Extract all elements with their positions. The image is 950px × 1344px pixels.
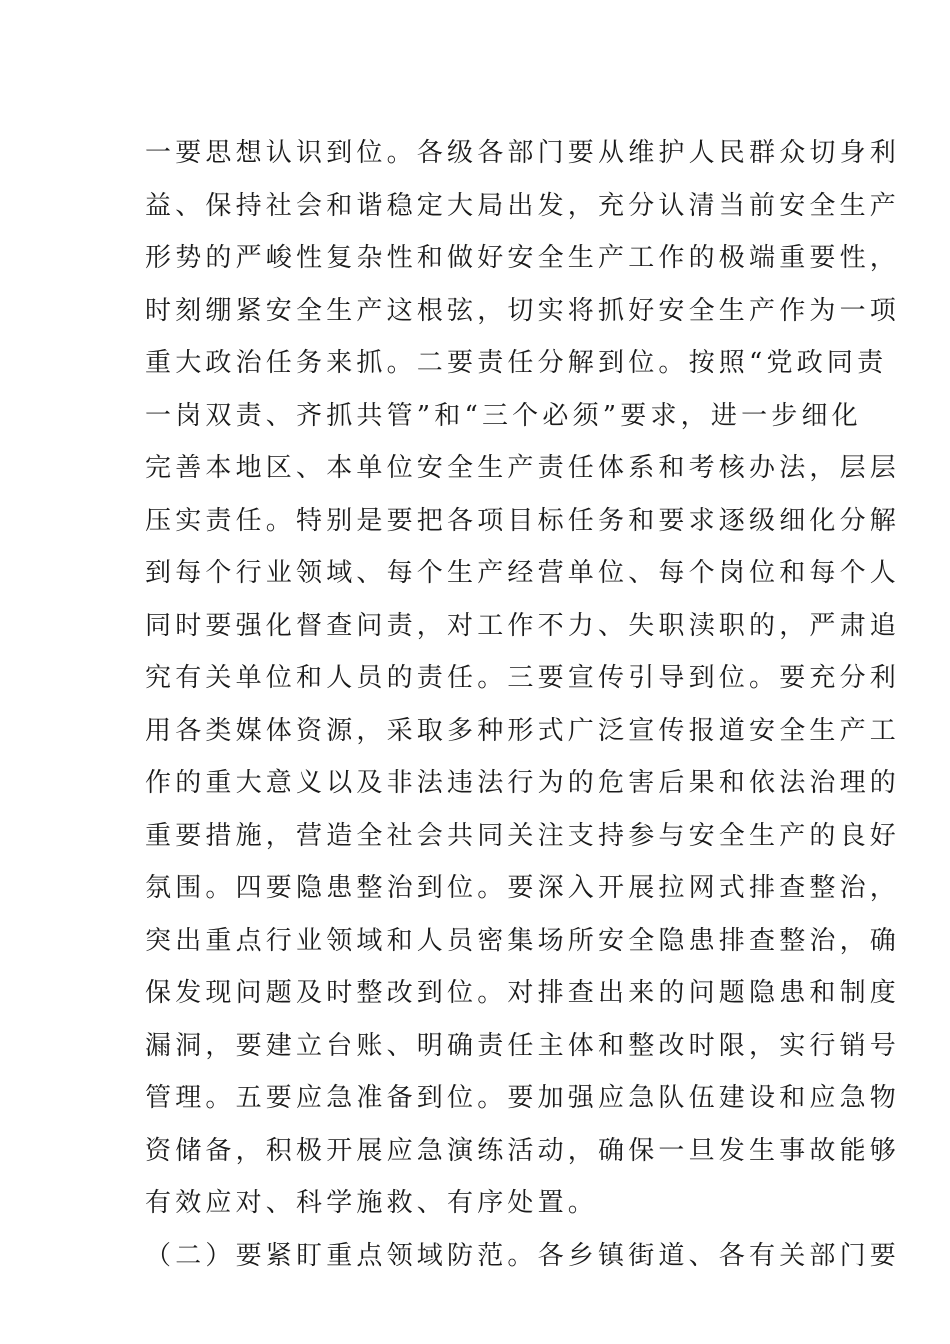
text-line: 重要措施，营造全社会共同关注支持参与安全生产的良好 [145, 820, 901, 851]
text-line: 一要思想认识到位。各级各部门要从维护人民群众切身利 [145, 138, 901, 168]
text-line: 究有关单位和人员的责任。三要宣传引导到位。要充分利 [145, 663, 901, 693]
section-heading-line: （二）要紧盯重点领域防范。各乡镇街道、各有关部门要 [145, 1240, 901, 1271]
text-line: 保发现问题及时整改到位。对排查出来的问题隐患和制度 [145, 978, 901, 1008]
text-line: 压实责任。特别是要把各项目标任务和要求逐级细化分解 [145, 505, 901, 536]
text-line: 益、保持社会和谐稳定大局出发，充分认清当前安全生产 [145, 190, 901, 221]
text-line: 完善本地区、本单位安全生产责任体系和考核办法，层层 [145, 453, 901, 483]
text-line: 时刻绷紧安全生产这根弦，切实将抓好安全生产作为一项 [145, 295, 901, 326]
text-line: 一岗双责、齐抓共管”和“三个必须”要求，进一步细化 [145, 400, 862, 431]
body-text [145, 127, 901, 1282]
text-line: 用各类媒体资源，采取多种形式广泛宣传报道安全生产工 [145, 715, 901, 746]
text-line: 管理。五要应急准备到位。要加强应急队伍建设和应急物 [145, 1083, 901, 1113]
text-line: 有效应对、科学施救、有序处置。 [145, 1188, 599, 1218]
text-line: 同时要强化督查问责，对工作不力、失职渎职的，严肃追 [145, 610, 901, 641]
text-line: 重大政治任务来抓。二要责任分解到位。按照“党政同责 [145, 348, 888, 378]
text-line: 到每个行业领域、每个生产经营单位、每个岗位和每个人 [145, 558, 901, 588]
text-line: 作的重大意义以及非法违法行为的危害后果和依法治理的 [145, 768, 901, 798]
text-line: 氛围。四要隐患整治到位。要深入开展拉网式排查整治， [145, 873, 901, 903]
text-line: 突出重点行业领域和人员密集场所安全隐患排查整治，确 [145, 925, 901, 956]
text-line: 形势的严峻性复杂性和做好安全生产工作的极端重要性， [145, 243, 901, 273]
text-line: 漏洞，要建立台账、明确责任主体和整改时限，实行销号 [145, 1030, 901, 1061]
text-line: 资储备，积极开展应急演练活动，确保一旦发生事故能够 [145, 1135, 901, 1166]
